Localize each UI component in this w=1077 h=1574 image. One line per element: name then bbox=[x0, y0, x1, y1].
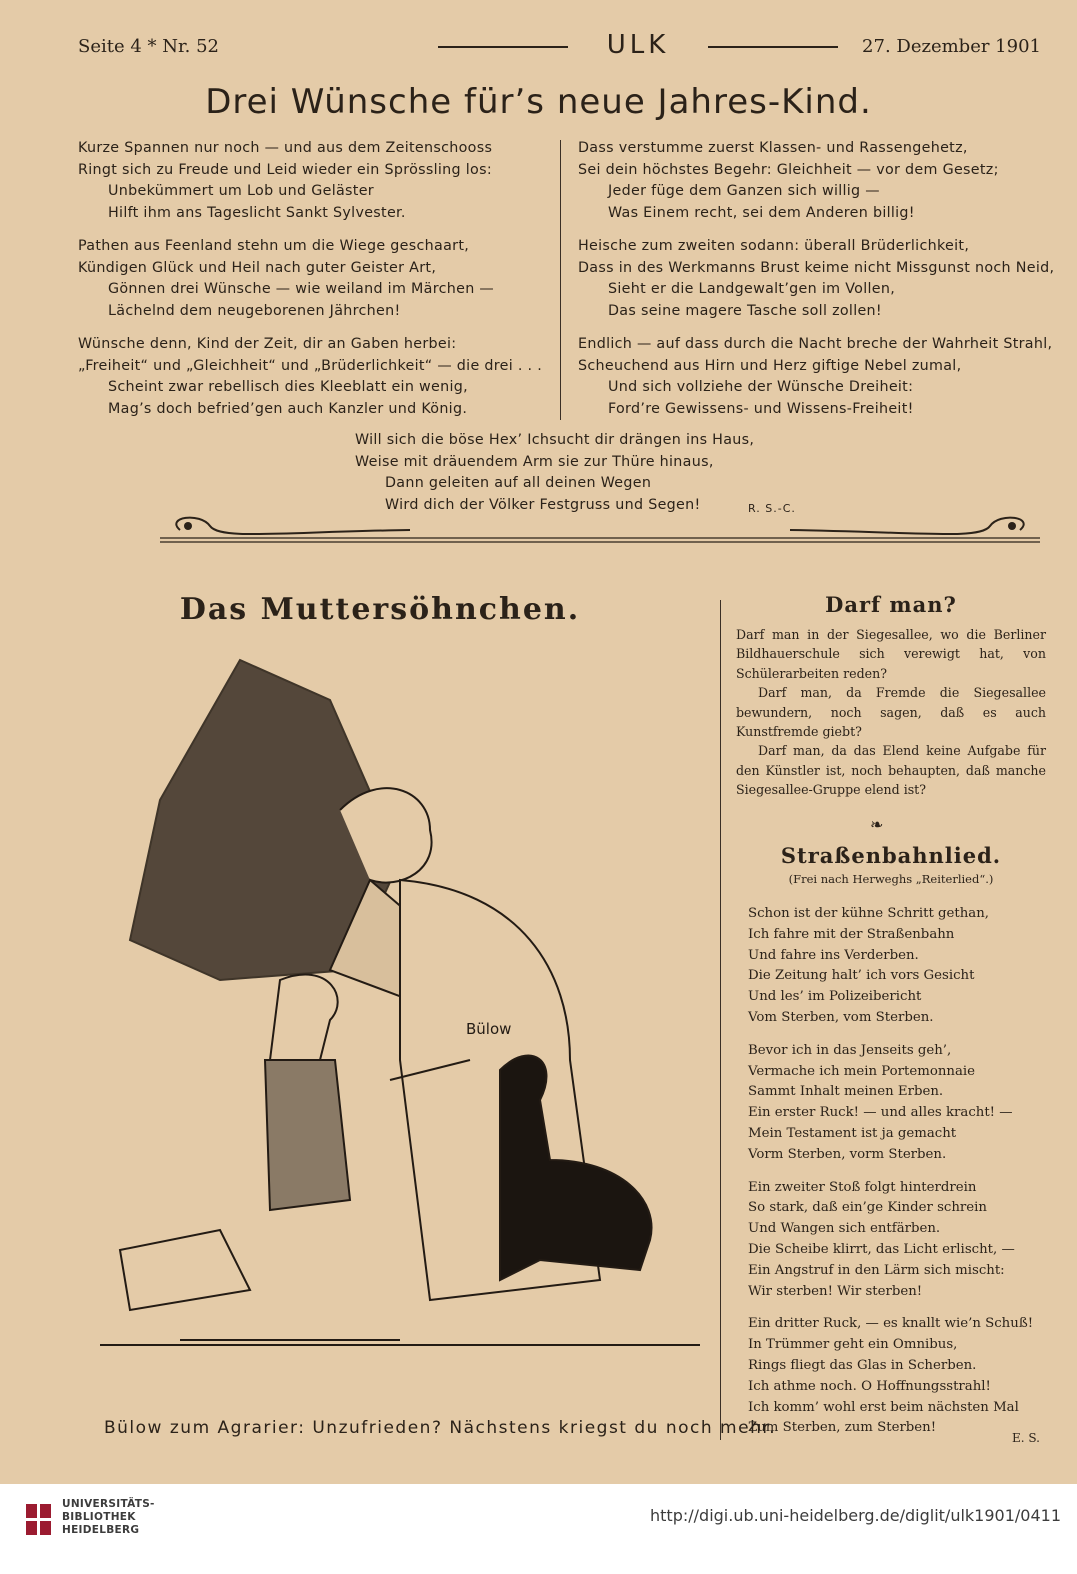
verse-line: Unbekümmert um Lob und Geläster bbox=[108, 183, 374, 199]
cartoon-title: Das Muttersöhnchen. bbox=[179, 592, 581, 627]
verse-line: Ford’re Gewissens- und Wissens-Freiheit! bbox=[608, 400, 914, 417]
darf-man-text bbox=[736, 625, 1046, 800]
verse-line: Wünsche denn, Kind der Zeit, dir an Gaben herbei: bbox=[78, 336, 457, 352]
verse-line: Ringt sich zu Freude und Leid wieder ein Sprössling los: bbox=[78, 161, 492, 178]
strassenbahnlied-heading bbox=[736, 843, 1046, 889]
stanza bbox=[748, 1178, 1048, 1303]
cartoon-caption: Bülow zum Agrarier: Unzufrieden? Nächstens kriegst du noch mehr. bbox=[104, 1418, 777, 1438]
verse-line: Mein Testament ist ja gemacht bbox=[748, 1125, 957, 1141]
verse-line: Zum Sterben, zum Sterben! bbox=[748, 1420, 937, 1436]
poem-right-column bbox=[578, 138, 1055, 432]
verse-line: Sammt Inhalt meinen Erben. bbox=[748, 1084, 944, 1100]
verse-line: Sei dein höchstes Begehr: Gleichheit — vor dem Gesetz; bbox=[578, 161, 999, 178]
strassenbahnlied-title: Straßenbahnlied. bbox=[780, 843, 1002, 868]
ornamental-rule bbox=[160, 512, 1040, 552]
darf-man-heading bbox=[736, 592, 1046, 617]
library-footer bbox=[0, 1484, 1077, 1574]
verse-line: Die Scheibe klirrt, das Licht erlischt, — bbox=[748, 1241, 1015, 1257]
institution-line: BIBLIOTHEK bbox=[62, 1511, 136, 1523]
verse-line: Ein zweiter Stoß folgt hinterdrein bbox=[748, 1179, 977, 1195]
verse-line: Das seine magere Tasche soll zollen! bbox=[608, 302, 882, 319]
verse-line: Will sich die böse Hex’ Ichsucht dir drängen ins Haus, bbox=[355, 432, 755, 448]
stanza bbox=[748, 1041, 1048, 1166]
paragraph: Darf man in der Siegesallee, wo die Berliner Bildhauerschule sich verewigt hat, von Schülerarbeiten reden? bbox=[736, 627, 1046, 681]
verse-line: Vorm Sterben, vorm Sterben. bbox=[748, 1146, 947, 1162]
verse-line: Scheint zwar rebellisch dies Kleeblatt ein wenig, bbox=[108, 379, 468, 395]
verse-line: Ich athme noch. O Hoffnungsstrahl! bbox=[748, 1378, 991, 1394]
poem-signature: R. S.-C. bbox=[748, 502, 796, 515]
source-url-link[interactable]: http://digi.ub.uni-heidelberg.de/diglit/ulk1901/0411 bbox=[650, 1506, 1061, 1525]
verse-line: Ein dritter Ruck, — es knallt wie’n Schuß! bbox=[748, 1316, 1034, 1332]
stanza bbox=[78, 236, 548, 322]
verse-line: Ein erster Ruck! — und alles kracht! — bbox=[748, 1105, 1013, 1121]
column-divider bbox=[720, 600, 721, 1440]
verse-line: Vermache ich mein Portemonnaie bbox=[748, 1063, 976, 1079]
verse-line: Und les’ im Polizeibericht bbox=[748, 989, 922, 1005]
institution-name bbox=[62, 1498, 155, 1537]
darf-man-title: Darf man? bbox=[825, 592, 957, 617]
verse-line: Wir sterben! Wir sterben! bbox=[748, 1283, 923, 1299]
verse-line: Jeder füge dem Ganzen sich willig — bbox=[608, 183, 880, 199]
verse-line: Kündigen Glück und Heil nach guter Geister Art, bbox=[78, 259, 437, 276]
verse-line: Vom Sterben, vom Sterben. bbox=[748, 1009, 934, 1025]
strassenbahnlied-text bbox=[748, 904, 1048, 1451]
verse-line: Heische zum zweiten sodann: überall Brüderlichkeit, bbox=[578, 238, 970, 254]
verse-line: Hilft ihm ans Tageslicht Sankt Sylvester. bbox=[108, 204, 406, 221]
verse-line: Rings fliegt das Glas in Scherben. bbox=[748, 1357, 977, 1373]
cartoon-label: Bülow bbox=[466, 1020, 512, 1038]
stanza bbox=[578, 236, 1055, 322]
verse-line: Und sich vollziehe der Wünsche Dreiheit: bbox=[608, 379, 914, 395]
verse-line: Ein Angstruf in den Lärm sich mischt: bbox=[748, 1262, 1005, 1278]
verse-line: Und fahre ins Verderben. bbox=[748, 947, 919, 963]
stanza bbox=[78, 138, 548, 224]
verse-line: Ich komm’ wohl erst beim nächsten Mal bbox=[748, 1399, 1019, 1415]
poem-title: Drei Wünsche für’s neue Jahres-Kind. bbox=[205, 82, 872, 122]
stanza bbox=[748, 1314, 1048, 1439]
masthead: ULK bbox=[438, 30, 838, 60]
verse-line: Kurze Spannen nur noch — und aus dem Zeitenschooss bbox=[78, 140, 493, 156]
verse-line: Mag’s doch befried’gen auch Kanzler und König. bbox=[108, 400, 468, 417]
verse-line: Bevor ich in das Jenseits geh’, bbox=[748, 1042, 952, 1058]
verse-line: Schon ist der kühne Schritt gethan, bbox=[748, 906, 990, 921]
verse-line: Endlich — auf dass durch die Nacht breche der Wahrheit Strahl, bbox=[578, 336, 1053, 352]
verse-line: „Freiheit“ und „Gleichheit“ und „Brüderlichkeit“ — die drei . . . bbox=[78, 357, 543, 374]
verse-line: Dass verstumme zuerst Klassen- und Rassengehetz, bbox=[578, 140, 968, 156]
stanza bbox=[748, 904, 1048, 1029]
paragraph: Darf man, da das Elend keine Aufgabe für den Künstler ist, noch behaupten, daß manche Siegesallee-Gruppe elend ist? bbox=[736, 743, 1046, 798]
verse-line: Wird dich der Völker Festgruss und Segen! bbox=[385, 496, 701, 513]
stanza bbox=[578, 138, 1048, 224]
institution-line: HEIDELBERG bbox=[62, 1524, 140, 1536]
stanza bbox=[578, 334, 1053, 420]
column-divider bbox=[560, 140, 561, 420]
verse-line: Und Wangen sich entfärben. bbox=[748, 1221, 941, 1237]
page-number: Seite 4 * Nr. 52 bbox=[78, 36, 219, 57]
page-header bbox=[78, 30, 1041, 64]
issue-date: 27. Dezember 1901 bbox=[862, 36, 1041, 57]
song-signature: E. S. bbox=[1012, 1431, 1040, 1445]
verse-line: Lächelnd dem neugeborenen Jährchen! bbox=[108, 302, 401, 319]
institution-line: UNIVERSITÄTS- bbox=[62, 1498, 155, 1510]
university-logo-icon bbox=[24, 1502, 54, 1538]
verse-line: Sieht er die Landgewalt’gen im Vollen, bbox=[608, 281, 896, 297]
verse-line: So stark, daß ein’ge Kinder schrein bbox=[748, 1200, 987, 1216]
strassenbahnlied-subtitle: (Frei nach Herweghs „Reiterlied“.) bbox=[788, 871, 994, 886]
paragraph: Darf man, da Fremde die Siegesallee bewundern, noch sagen, daß es auch Kunstfremde giebt? bbox=[736, 685, 1046, 740]
verse-line: Die Zeitung halt’ ich vors Gesicht bbox=[748, 968, 975, 984]
verse-line: Pathen aus Feenland stehn um die Wiege geschaart, bbox=[78, 238, 470, 254]
verse-line: Scheuchend aus Hirn und Herz giftige Nebel zumal, bbox=[578, 357, 962, 374]
fleuron-icon: ❧ bbox=[870, 815, 884, 834]
verse-line: Was Einem recht, sei dem Anderen billig! bbox=[608, 204, 915, 221]
verse-line: Ich fahre mit der Straßenbahn bbox=[748, 926, 955, 942]
poem-left-column bbox=[78, 138, 548, 432]
stanza bbox=[78, 334, 548, 420]
verse-line: In Trümmer geht ein Omnibus, bbox=[748, 1337, 958, 1353]
cartoon-illustration bbox=[100, 640, 700, 1410]
verse-line: Dass in des Werkmanns Brust keime nicht Missgunst noch Neid, bbox=[578, 259, 1055, 276]
verse-line: Dann geleiten auf all deinen Wegen bbox=[385, 475, 652, 491]
verse-line: Weise mit dräuendem Arm sie zur Thüre hinaus, bbox=[355, 453, 714, 470]
verse-line: Gönnen drei Wünsche — wie weiland im Märchen — bbox=[108, 281, 495, 297]
